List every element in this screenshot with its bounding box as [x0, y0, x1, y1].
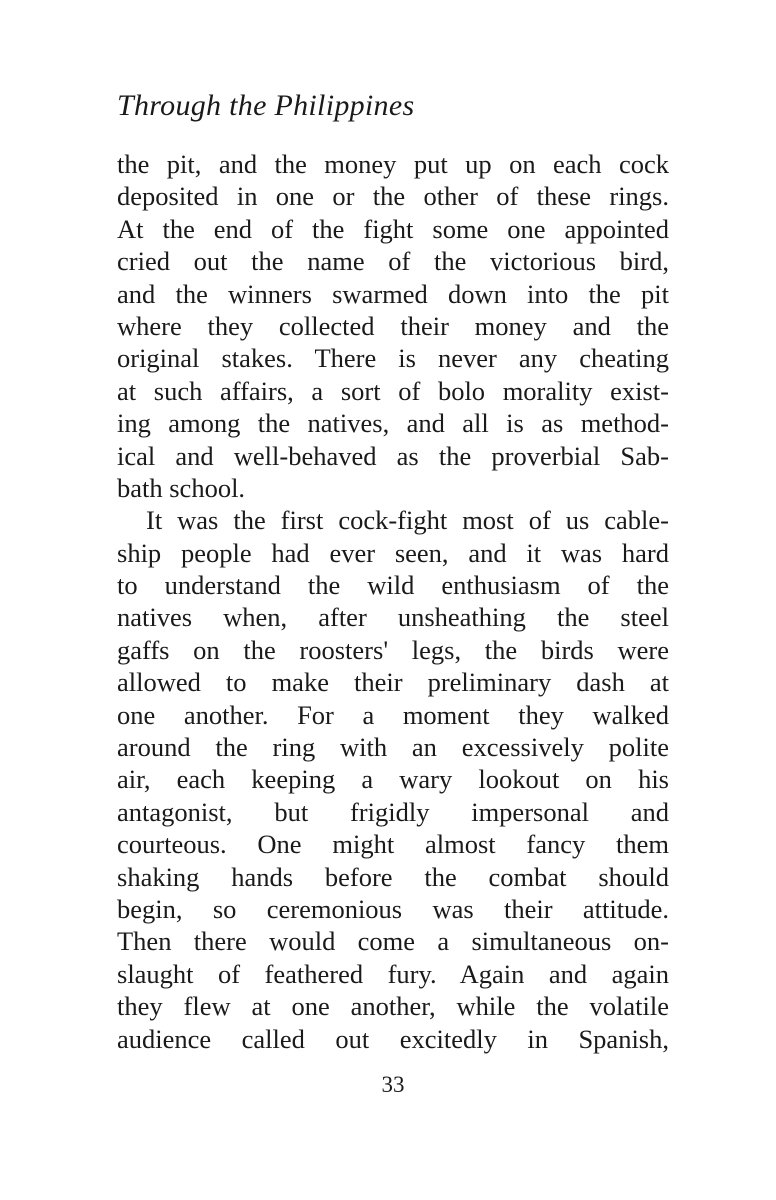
text-line: and the winners swarmed down into the pit [117, 278, 669, 309]
text-line: shaking hands before the combat should [117, 861, 669, 892]
text-line: slaught of feathered fury. Again and again [117, 958, 669, 989]
text-line: where they collected their money and the [117, 310, 669, 341]
text-line: courteous. One might almost fancy them [117, 829, 669, 860]
text-line: original stakes. There is never any cheating [117, 343, 669, 374]
text-line: gaffs on the roosters' legs, the birds were [117, 634, 669, 665]
text-line: Then there would come a simultaneous on- [117, 926, 669, 957]
text-line: allowed to make their preliminary dash at [117, 667, 669, 698]
text-line: around the ring with an excessively polite [117, 732, 669, 763]
text-line: one another. For a moment they walked [117, 699, 669, 730]
text-line: ical and well-behaved as the proverbial Sab- [117, 440, 669, 471]
text-line: to understand the wild enthusiasm of the [117, 570, 669, 601]
book-page [117, 0, 669, 1200]
text-line: bath school. [117, 472, 246, 503]
body-text [117, 148, 669, 1055]
text-line: begin, so ceremonious was their attitude. [117, 893, 669, 924]
text-line: the pit, and the money put up on each cock [117, 149, 669, 179]
text-line: air, each keeping a wary lookout on his [117, 764, 669, 795]
text-line: cried out the name of the victorious bird, [117, 246, 669, 277]
text-line: audience called out excitedly in Spanish, [117, 1023, 669, 1054]
text-line: at such affairs, a sort of bolo morality exist- [117, 375, 669, 406]
text-line: antagonist, but frigidly impersonal and [117, 796, 669, 827]
text-line: ing among the natives, and all is as method- [117, 408, 669, 439]
running-head: Through the Philippines [117, 89, 415, 122]
text-line: It was the first cock-fight most of us cable- [146, 505, 669, 536]
text-line: deposited in one or the other of these rings. [117, 181, 669, 212]
page-number: 33 [381, 1072, 405, 1097]
text-line: natives when, after unsheathing the steel [117, 602, 669, 633]
text-line: At the end of the fight some one appointed [117, 213, 669, 244]
text-line: they flew at one another, while the volatile [117, 991, 669, 1022]
text-line: ship people had ever seen, and it was hard [117, 537, 669, 568]
